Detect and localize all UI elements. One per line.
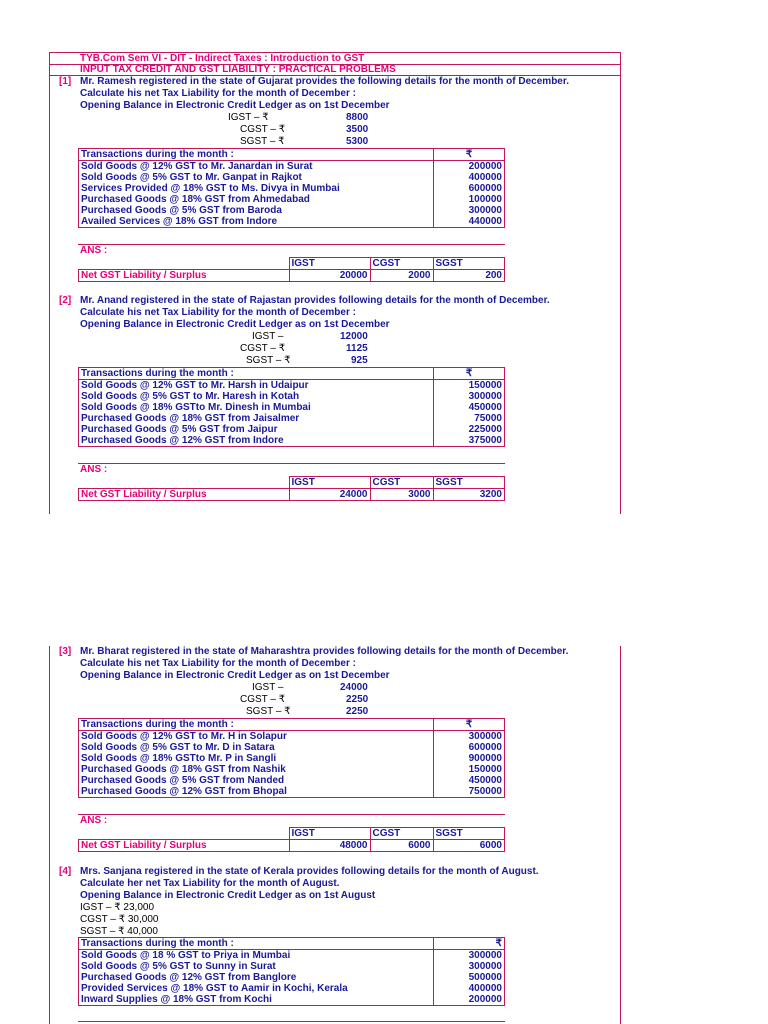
- col-cgst: CGST: [370, 258, 433, 270]
- problem-instruction: Calculate her net Tax Liability for the month of August.: [80, 878, 340, 889]
- txn-header: Transactions during the month :: [79, 368, 434, 380]
- transactions-table: [78, 718, 505, 798]
- txn-desc: Purchased Goods @ 18% GST from Ahmedabad: [79, 194, 434, 205]
- table-row: [79, 402, 505, 413]
- table-header-row: [79, 149, 505, 161]
- txn-desc: Sold Goods @ 18% GSTto Mr. Dinesh in Mumbai: [79, 402, 434, 413]
- table-row: [79, 994, 505, 1006]
- table-row: [79, 742, 505, 753]
- txn-amount: 300000: [434, 731, 505, 743]
- col-cgst: CGST: [370, 477, 433, 489]
- transactions-table: [78, 148, 505, 228]
- ans-igst: 20000: [289, 270, 370, 282]
- ans-label: ANS :: [80, 815, 108, 826]
- txn-desc: Purchased Goods @ 5% GST from Jaipur: [79, 424, 434, 435]
- rupee-header: ₹: [434, 938, 505, 950]
- ob-sgst-label: SGST – ₹: [246, 706, 291, 717]
- txn-amount: 400000: [434, 172, 505, 183]
- table-row: [79, 950, 505, 962]
- ob-igst-value: 24000: [340, 682, 368, 693]
- table-row: [79, 775, 505, 786]
- txn-desc: Sold Goods @ 5% GST to Mr. Ganpat in Rajkot: [79, 172, 434, 183]
- txn-amount: 300000: [434, 950, 505, 962]
- txn-amount: 600000: [434, 742, 505, 753]
- table-row: [79, 413, 505, 424]
- problem-instruction: Calculate his net Tax Liability for the month of December :: [80, 307, 356, 318]
- txn-amount: 400000: [434, 983, 505, 994]
- col-sgst: SGST: [433, 477, 505, 489]
- answer-row: [79, 840, 505, 852]
- ans-cgst: 6000: [370, 840, 433, 852]
- txn-desc: Sold Goods @ 5% GST to Mr. D in Satara: [79, 742, 434, 753]
- ob-igst-label: IGST –: [252, 331, 284, 342]
- ob-igst-value: 12000: [340, 331, 368, 342]
- problem-number: [1]: [59, 76, 72, 87]
- opening-balance-heading: Opening Balance in Electronic Credit Ledger as on 1st December: [80, 100, 390, 111]
- document-title: TYB.Com Sem VI - DIT - Indirect Taxes : Introduction to GST: [80, 53, 365, 64]
- col-igst: IGST: [289, 477, 370, 489]
- txn-desc: Purchased Goods @ 12% GST from Banglore: [79, 972, 434, 983]
- opening-balance-heading: Opening Balance in Electronic Credit Ledger as on 1st December: [80, 319, 390, 330]
- ob-cgst-label: CGST – ₹: [240, 124, 286, 135]
- txn-desc: Services Provided @ 18% GST to Ms. Divya in Mumbai: [79, 183, 434, 194]
- ans-sgst: 6000: [433, 840, 505, 852]
- txn-amount: 225000: [434, 424, 505, 435]
- txn-desc: Purchased Goods @ 18% GST from Nashik: [79, 764, 434, 775]
- txn-amount: 200000: [434, 994, 505, 1006]
- page2-right-border: [620, 646, 621, 1024]
- table-row: [79, 183, 505, 194]
- col-igst: IGST: [289, 828, 370, 840]
- net-liability-label: Net GST Liability / Surplus: [79, 270, 290, 282]
- rupee-header: ₹: [434, 149, 505, 161]
- txn-amount: 200000: [434, 161, 505, 173]
- answer-blank: [79, 477, 290, 489]
- transactions-table: [78, 937, 505, 1006]
- ans-igst: 48000: [289, 840, 370, 852]
- answer-header-row: [79, 477, 505, 489]
- txn-desc: Sold Goods @ 5% GST to Sunny in Surat: [79, 961, 434, 972]
- table-row: [79, 764, 505, 775]
- table-row: [79, 194, 505, 205]
- txn-desc: Sold Goods @ 18 % GST to Priya in Mumbai: [79, 950, 434, 962]
- col-cgst: CGST: [370, 828, 433, 840]
- txn-header: Transactions during the month :: [79, 719, 434, 731]
- ob-sgst-value: 5300: [346, 136, 369, 147]
- ans-sgst: 3200: [433, 489, 505, 501]
- answer-table: [78, 827, 505, 852]
- txn-desc: Inward Supplies @ 18% GST from Kochi: [79, 994, 434, 1006]
- ob-cgst-label: CGST – ₹: [240, 694, 286, 705]
- ans-label: ANS :: [80, 464, 108, 475]
- ob-cgst-label: CGST – ₹: [240, 343, 286, 354]
- ob-igst-value: 8800: [346, 112, 369, 123]
- table-row: [79, 161, 505, 173]
- problem-instruction: Calculate his net Tax Liability for the month of December :: [80, 658, 356, 669]
- txn-amount: 300000: [434, 205, 505, 216]
- net-liability-label: Net GST Liability / Surplus: [79, 489, 290, 501]
- txn-desc: Purchased Goods @ 12% GST from Indore: [79, 435, 434, 447]
- txn-header: Transactions during the month :: [79, 938, 434, 950]
- ans-rule: [78, 244, 505, 245]
- answer-row: [79, 270, 505, 282]
- rupee-header: ₹: [434, 719, 505, 731]
- txn-amount: 375000: [434, 435, 505, 447]
- txn-desc: Purchased Goods @ 18% GST from Jaisalmer: [79, 413, 434, 424]
- problem-number: [2]: [59, 295, 72, 306]
- txn-amount: 150000: [434, 380, 505, 392]
- ans-sgst: 200: [433, 270, 505, 282]
- table-header-row: [79, 938, 505, 950]
- ans-cgst: 2000: [370, 270, 433, 282]
- txn-desc: Purchased Goods @ 12% GST from Bhopal: [79, 786, 434, 798]
- table-row: [79, 983, 505, 994]
- table-row: [79, 731, 505, 743]
- ob-igst-label: IGST –: [252, 682, 284, 693]
- problem-number: [3]: [59, 646, 72, 657]
- transactions-table: [78, 367, 505, 447]
- txn-amount: 150000: [434, 764, 505, 775]
- page1-right-border: [620, 52, 621, 514]
- txn-desc: Sold Goods @ 12% GST to Mr. H in Solapur: [79, 731, 434, 743]
- txn-amount: 750000: [434, 786, 505, 798]
- table-row: [79, 435, 505, 447]
- txn-amount: 600000: [434, 183, 505, 194]
- txn-desc: Purchased Goods @ 5% GST from Nanded: [79, 775, 434, 786]
- txn-desc: Provided Services @ 18% GST to Aamir in Kochi, Kerala: [79, 983, 434, 994]
- ob-sgst-label: SGST – ₹: [240, 136, 285, 147]
- ans-cgst: 3000: [370, 489, 433, 501]
- answer-table: [78, 476, 505, 501]
- txn-amount: 75000: [434, 413, 505, 424]
- table-row: [79, 961, 505, 972]
- problem-instruction: Calculate his net Tax Liability for the month of December :: [80, 88, 356, 99]
- problem-statement: Mr. Bharat registered in the state of Maharashtra provides following details for the month of December.: [80, 646, 569, 657]
- answer-row: [79, 489, 505, 501]
- txn-desc: Availed Services @ 18% GST from Indore: [79, 216, 434, 228]
- ob-cgst-value: 2250: [346, 694, 369, 705]
- rupee-header: ₹: [434, 368, 505, 380]
- net-liability-label: Net GST Liability / Surplus: [79, 840, 290, 852]
- txn-amount: 500000: [434, 972, 505, 983]
- table-row: [79, 216, 505, 228]
- answer-header-row: [79, 258, 505, 270]
- txn-desc: Sold Goods @ 12% GST to Mr. Harsh in Udaipur: [79, 380, 434, 392]
- problem-statement: Mr. Ramesh registered in the state of Gujarat provides the following details for the month of December.: [80, 76, 569, 87]
- ob-sgst-label: SGST – ₹: [246, 355, 291, 366]
- ob-sgst-value: 925: [351, 355, 368, 366]
- opening-balance-heading: Opening Balance in Electronic Credit Ledger as on 1st December: [80, 670, 390, 681]
- ob-igst-label: IGST – ₹: [228, 112, 269, 123]
- txn-amount: 300000: [434, 391, 505, 402]
- document-subtitle: INPUT TAX CREDIT AND GST LIABILITY : PRACTICAL PROBLEMS: [80, 64, 396, 75]
- ob-cgst-value: 3500: [346, 124, 369, 135]
- txn-amount: 450000: [434, 402, 505, 413]
- ans-igst: 24000: [289, 489, 370, 501]
- col-sgst: SGST: [433, 258, 505, 270]
- table-header-row: [79, 719, 505, 731]
- table-row: [79, 424, 505, 435]
- table-row: [79, 391, 505, 402]
- txn-amount: 450000: [434, 775, 505, 786]
- txn-desc: Sold Goods @ 18% GSTto Mr. P in Sangli: [79, 753, 434, 764]
- col-igst: IGST: [289, 258, 370, 270]
- table-row: [79, 972, 505, 983]
- table-row: [79, 172, 505, 183]
- answer-table: [78, 257, 505, 282]
- ob-cgst-label: CGST – ₹ 30,000: [80, 914, 159, 925]
- txn-desc: Sold Goods @ 12% GST to Mr. Janardan in Surat: [79, 161, 434, 173]
- answer-blank: [79, 258, 290, 270]
- table-row: [79, 205, 505, 216]
- txn-desc: Sold Goods @ 5% GST to Mr. Haresh in Kotah: [79, 391, 434, 402]
- txn-amount: 100000: [434, 194, 505, 205]
- txn-header: Transactions during the month :: [79, 149, 434, 161]
- problem-statement: Mrs. Sanjana registered in the state of Kerala provides following details for the month of August.: [80, 866, 539, 877]
- ans-label: ANS :: [80, 245, 108, 256]
- ob-cgst-value: 1125: [346, 343, 368, 354]
- txn-amount: 300000: [434, 961, 505, 972]
- table-row: [79, 380, 505, 392]
- table-header-row: [79, 368, 505, 380]
- txn-amount: 900000: [434, 753, 505, 764]
- page2-left-border: [49, 646, 50, 1024]
- page1-left-border: [49, 52, 50, 514]
- txn-amount: 440000: [434, 216, 505, 228]
- answer-blank: [79, 828, 290, 840]
- ob-sgst-label: SGST – ₹ 40,000: [80, 926, 158, 937]
- ans-rule: [78, 463, 505, 464]
- col-sgst: SGST: [433, 828, 505, 840]
- table-row: [79, 786, 505, 798]
- problem-number: [4]: [59, 866, 72, 877]
- problem-statement: Mr. Anand registered in the state of Rajastan provides following details for the month of December.: [80, 295, 550, 306]
- ans-rule: [78, 814, 505, 815]
- table-row: [79, 753, 505, 764]
- ob-igst-label: IGST – ₹ 23,000: [80, 902, 154, 913]
- ob-sgst-value: 2250: [346, 706, 369, 717]
- opening-balance-heading: Opening Balance in Electronic Credit Ledger as on 1st August: [80, 890, 376, 901]
- txn-desc: Purchased Goods @ 5% GST from Baroda: [79, 205, 434, 216]
- answer-header-row: [79, 828, 505, 840]
- ans-rule: [78, 1021, 505, 1022]
